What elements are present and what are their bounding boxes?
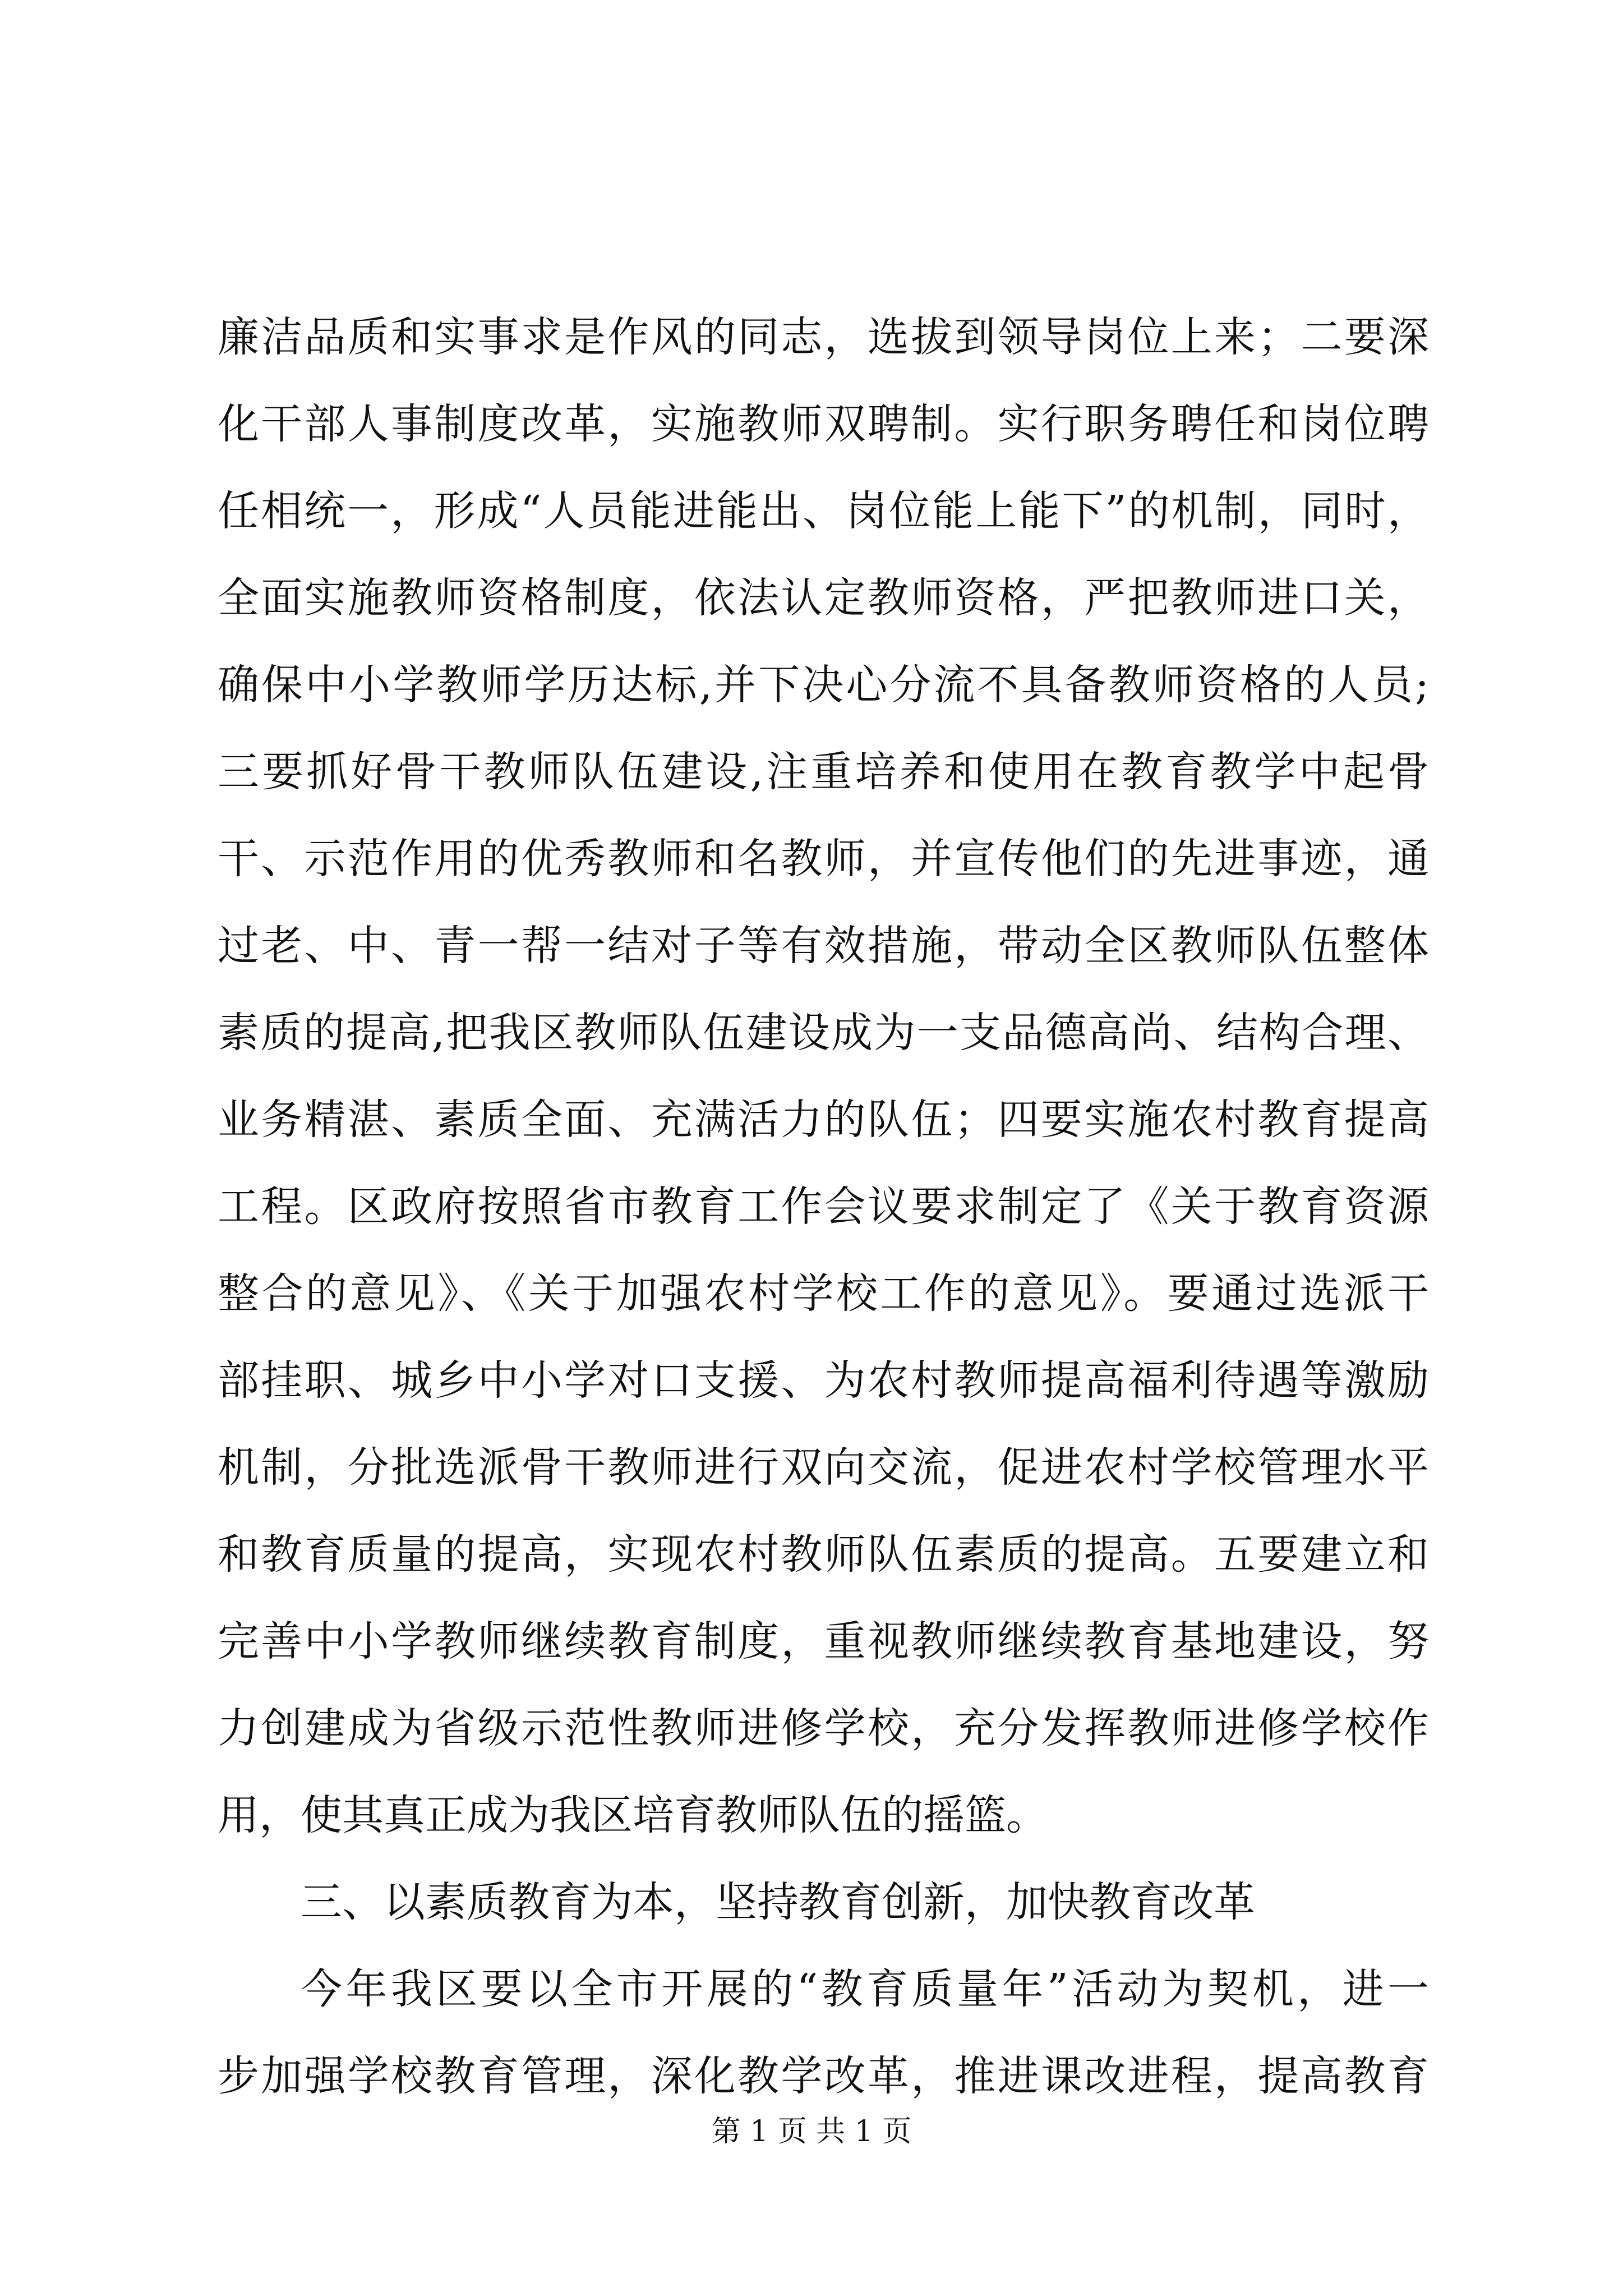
document-body	[218, 294, 1429, 2120]
text-line: 和教育质量的提高，实现农村教师队伍素质的提高。五要建立和	[218, 1530, 1429, 1579]
text-line: 用，使其真正成为我区培育教师队伍的摇篮。	[218, 1791, 1048, 1839]
text-line: 过老、中、青一帮一结对子等有效措施，带动全区教师队伍整体	[218, 922, 1429, 970]
text-line: 全面实施教师资格制度，依法认定教师资格，严把教师进口关，	[218, 574, 1429, 622]
text-line: 今年我区要以全市开展的“教育质量年”活动为契机，进一	[301, 1965, 1429, 2013]
text-line: 工程。区政府按照省市教育工作会议要求制定了《关于教育资源	[218, 1182, 1429, 1231]
section-heading	[218, 1859, 1429, 1946]
page-number-label: 第 1 页 共 1 页	[711, 2115, 912, 2148]
text-line: 整合的意见》、《关于加强农村学校工作的意见》。要通过选派干	[218, 1269, 1429, 1318]
text-line: 部挂职、城乡中小学对口支援、为农村教师提高福利待遇等激励	[218, 1356, 1429, 1405]
text-line: 步加强学校教育管理，深化教学改革，推进课改进程，提高教育	[218, 2052, 1429, 2100]
text-line: 任相统一，形成“人员能进能出、岗位能上能下”的机制，同时，	[218, 487, 1429, 535]
heading-line: 三、以素质教育为本，坚持教育创新，加快教育改革	[301, 1878, 1255, 1926]
text-line: 干、示范作用的优秀教师和名教师，并宣传他们的先进事迹，通	[218, 835, 1429, 883]
text-line: 素质的提高,把我区教师队伍建设成为一支品德高尚、结构合理、	[218, 1009, 1429, 1057]
text-line: 确保中小学教师学历达标,并下决心分流不具备教师资格的人员;	[218, 661, 1429, 709]
text-line: 机制，分批选派骨干教师进行双向交流，促进农村学校管理水平	[218, 1443, 1429, 1492]
page-footer	[0, 2109, 1623, 2154]
text-line: 业务精湛、素质全面、充满活力的队伍；四要实施农村教育提高	[218, 1096, 1429, 1144]
paragraph	[218, 1946, 1429, 2120]
text-line: 完善中小学教师继续教育制度，重视教师继续教育基地建设，努	[218, 1617, 1429, 1665]
text-line: 廉洁品质和实事求是作风的同志，选拔到领导岗位上来；二要深	[218, 313, 1429, 361]
text-line: 三要抓好骨干教师队伍建设,注重培养和使用在教育教学中起骨	[218, 748, 1429, 796]
text-line: 力创建成为省级示范性教师进修学校，充分发挥教师进修学校作	[218, 1704, 1429, 1752]
paragraph-continuation	[218, 294, 1429, 1859]
text-line: 化干部人事制度改革，实施教师双聘制。实行职务聘任和岗位聘	[218, 400, 1429, 448]
